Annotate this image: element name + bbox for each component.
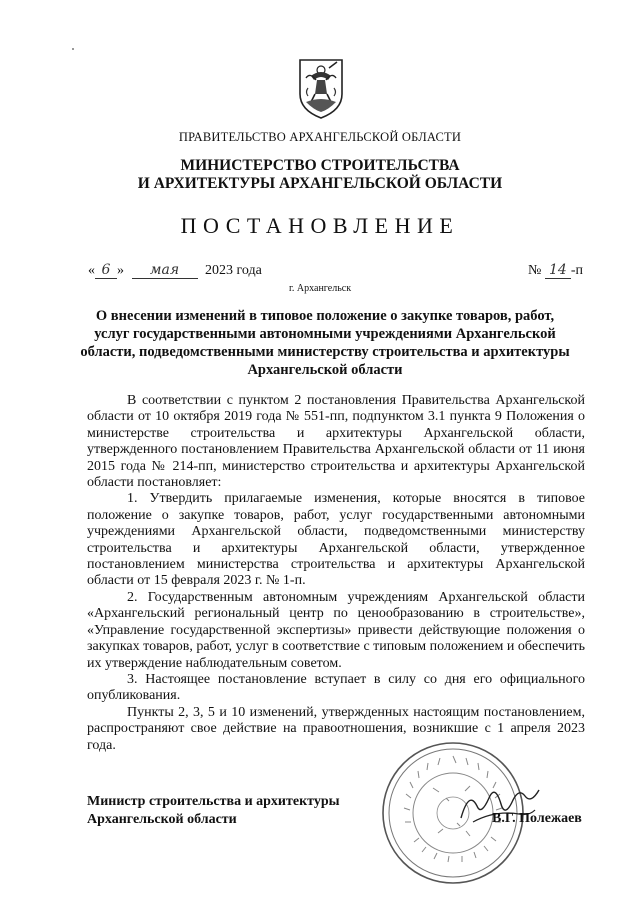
signatory-name: В.Г. Полежаев <box>492 811 582 826</box>
document-subject: О внесении изменений в типовое положение о закупке товаров, работ, услуг государственными автономными учреждениями Архангельской области, подведомственными министерству строительства и архитектуры Архангельской области <box>80 308 570 378</box>
government-name: ПРАВИТЕЛЬСТВО АРХАНГЕЛЬСКОЙ ОБЛАСТИ <box>178 130 462 144</box>
ministry-name <box>0 157 640 193</box>
scan-speck <box>72 48 74 50</box>
body-item-3: 3. Настоящее постановление вступает в силу со дня его официального опубликования. <box>87 671 585 704</box>
signatory-title-line1: Министр строительства и архитектуры <box>87 794 340 809</box>
city-name: г. Архангельск <box>288 283 352 294</box>
date-year: 2023 года <box>205 263 262 278</box>
signatory-title-line2: Архангельской области <box>87 812 237 827</box>
signatory-title <box>87 793 340 829</box>
handwritten-signature <box>455 770 545 845</box>
ministry-name-line2: И АРХИТЕКТУРЫ АРХАНГЕЛЬСКОЙ ОБЛАСТИ <box>137 175 503 192</box>
document-type-title: ПОСТАНОВЛЕНИЕ <box>180 213 460 238</box>
body-intro-paragraph: В соответствии с пунктом 2 постановления Правительства Архангельской области от 10 октября 2019 года № 551-пп, подпунктом 3.1 пункта 9 Положения о министерстве строительства и архитектуры Архангельской области, утвержденного постановлением Правительства Архангельской области от 11 июня 2015 года № 214-пп, министерство строительства и архитектуры Архангельской области постановляет: <box>87 393 585 491</box>
number-value: 14 <box>545 262 571 279</box>
document-number <box>528 262 583 279</box>
body-item-2: 2. Государственным автономным учреждениям Архангельской области «Архангельский региональный центр по ценообразованию в строительстве», «Управление государственной экспертизы» привести действующие положения о закупках товаров, работ, услуг в соответствие с типовым положением и обеспечить их утверждение наблюдательным советом. <box>87 589 585 671</box>
date-open-quote: « <box>88 263 95 278</box>
date-month: мая <box>132 262 198 279</box>
coat-of-arms-icon <box>298 58 344 125</box>
body-item-3-continuation: Пункты 2, 3, 5 и 10 изменений, утвержденных настоящим постановлением, распространяют свое действие на правоотношения, возникшие с 1 апреля 2023 года. <box>87 704 585 753</box>
date-close-quote: » <box>117 263 124 278</box>
document-body <box>87 393 585 754</box>
date-day: 6 <box>95 262 117 279</box>
number-suffix: -п <box>570 263 584 278</box>
ministry-name-line1: МИНИСТЕРСТВО СТРОИТЕЛЬСТВА <box>180 157 460 174</box>
body-item-1: 1. Утвердить прилагаемые изменения, которые вносятся в типовое положение о закупке товаров, работ, услуг государственными автономными учреждениями Архангельской области, подведомственными министерству строительства и архитектуры Архангельской области, утвержденное постановлением министерства строительства и архитектуры Архангельской области от 15 февраля 2023 г. № 1-п. <box>87 491 585 589</box>
number-prefix: № <box>528 263 542 278</box>
document-date <box>88 262 262 279</box>
